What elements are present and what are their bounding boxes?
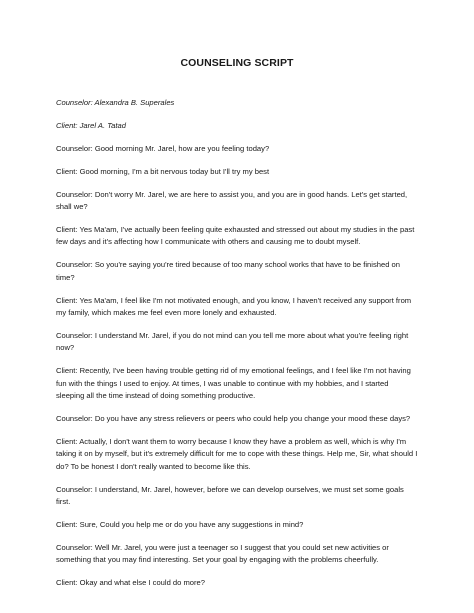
document-title: COUNSELING SCRIPT <box>180 57 294 69</box>
dialogue-line: Counselor: Well Mr. Jarel, you were just a teenager so I suggest that you could set new activities or something that you may find interesting. Set your goal by engaging with the problems cheerfully. <box>56 542 389 565</box>
dialogue-line: Counselor: Don't worry Mr. Jarel, we are here to assist you, and you are in good hands. Let's get started, shall we? <box>56 189 408 212</box>
dialogue-line: Counselor: I understand Mr. Jarel, if you do not mind can you tell me more about what you're feeling right now? <box>56 330 409 353</box>
dialogue-line: Client: Yes Ma'am, I've actually been feeling quite exhausted and stressed out about my studies in the past few days and it's affecting how I communicate with others and causing me to doubt myself. <box>56 224 415 247</box>
dialogue-line: Client: Yes Ma'am, I feel like I'm not motivated enough, and you know, I haven't received any support from my family, which makes me feel even more lonely and exhausted. <box>56 295 412 317</box>
dialogue-line: Counselor: So you're saying you're tired because of too many school works that have to be finished on time? <box>56 260 400 282</box>
dialogue-line: Counselor: I understand, Mr. Jarel, however, before we can develop ourselves, we must set some goals first. <box>56 484 404 506</box>
script-body <box>56 97 418 600</box>
counselor-name-line: Counselor: Alexandra B. Superales <box>56 98 175 107</box>
dialogue-line: Client: Sure, Could you help me or do you have any suggestions in mind? <box>56 519 304 529</box>
client-name-line: Client: Jarel A. Tatad <box>56 120 126 130</box>
dialogue-line: Client: Recently, I've been having trouble getting rid of my emotional feelings, and I feel like I'm not having fun with the things I used to enjoy. At times, I was unable to continue with my hobbies, and I started sleeping all the time instead of doing something productive. <box>56 366 411 400</box>
dialogue-line: Counselor: Good morning Mr. Jarel, how are you feeling today? <box>56 143 270 153</box>
dialogue-line: Counselor: Do you have any stress relievers or peers who could help you change your mood these days? <box>56 413 411 423</box>
dialogue-line: Client: Okay and what else I could do more? <box>56 578 206 588</box>
dialogue-line: Client: Good morning, I'm a bit nervous today but I'll try my best <box>56 166 270 176</box>
dialogue-line: Client: Actually, I don't want them to worry because I know they have a problem as well, which is why I'm taking it on by myself, but it's extremely difficult for me to cope with these things. Help me, Sir, what should I do? To be honest I don't really wanted to become like this. <box>56 436 418 471</box>
